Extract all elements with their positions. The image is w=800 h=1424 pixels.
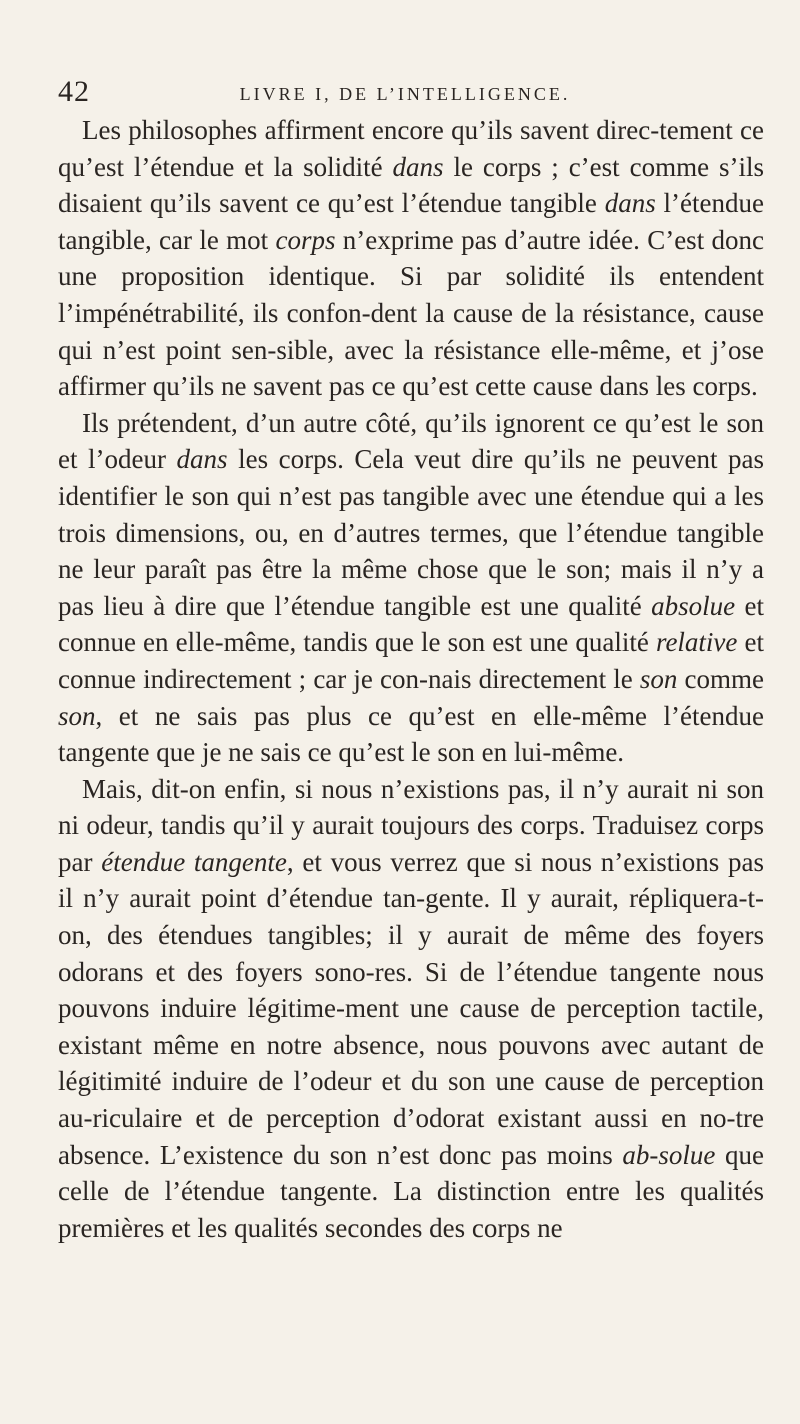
text-run: et connue en elle-même, tandis que le son est une qualité bbox=[58, 590, 764, 658]
paragraph bbox=[58, 405, 764, 771]
italic-text: son bbox=[58, 700, 96, 731]
text-run: l’étendue tangible, car le mot bbox=[58, 188, 765, 255]
italic-text: étendue tangente bbox=[101, 846, 287, 877]
text-run: comme bbox=[677, 663, 764, 694]
text-run: n’exprime pas d’autre idée. C’est donc une proposition identique. Si par solidité ils entendent l’impénétrabilité, ils confon-dent la cause de la résistance, cause qui n’est point sen-sible, avec la résistance elle-même, et j’ose affirmer qu’ils ne savent pas ce qu’est cette cause dans les corps. bbox=[58, 224, 765, 402]
text-run: , et vous verrez que si nous n’existions pas il n’y aurait point d’étendue tan-gente. Il y aurait, répliquera-t-on, des étendues tangibles; il y aurait de même des foyers odorans et des foyers sono-res. Si de l’étendue tangente nous pouvons induire légitime-ment une cause de perception tactile, existant même en notre absence, nous pouvons avec autant de légitimité induire de l’odeur et du son une cause de perception au-riculaire et de perception d’odorat existant aussi en no-tre absence. L’existence du son n’est donc pas moins bbox=[58, 846, 764, 1170]
page-header bbox=[58, 76, 752, 112]
italic-text: dans bbox=[176, 444, 228, 475]
text-run: , et ne sais pas plus ce qu’est en elle-même l’étendue tangente que je ne sais ce qu’est le son en lui-même. bbox=[58, 700, 764, 768]
italic-text: absolue bbox=[651, 590, 736, 621]
italic-text: dans bbox=[604, 188, 656, 219]
text-run: le corps ; c’est comme s’ils disaient qu’ils savent ce qu’est l’étendue tangible bbox=[58, 151, 764, 219]
text-run: Mais, dit-on enfin, si nous n’existions pas, il n’y aurait ni son ni odeur, tandis qu’il y aurait toujours des corps. Traduisez corps par bbox=[58, 773, 764, 877]
paragraph bbox=[58, 771, 764, 1247]
italic-text: relative bbox=[655, 627, 738, 658]
body-text bbox=[58, 112, 764, 1246]
running-title: LIVRE I, DE L’INTELLIGENCE. bbox=[239, 84, 571, 104]
text-run: et connue indirectement ; car je con-nais directement le bbox=[58, 627, 764, 694]
text-run: Ils prétendent, d’un autre côté, qu’ils ignorent ce qu’est le son et l’odeur bbox=[58, 407, 764, 475]
page-number: 42 bbox=[58, 75, 90, 108]
italic-text: ab-solue bbox=[622, 1139, 716, 1170]
text-run: les corps. Cela veut dire qu’ils ne peuvent pas identifier le son qui n’est pas tangible avec une étendue qui a les trois dimensions, ou, en d’autres termes, que l’étendue tangible ne leur paraît pas être la même chose que le son; mais il n’y a pas lieu à dire que l’étendue tangible est une qualité bbox=[58, 444, 764, 621]
italic-text: corps bbox=[275, 224, 336, 255]
text-run: que celle de l’étendue tangente. La distinction entre les qualités premières et les qualités secondes des corps ne bbox=[58, 1139, 764, 1243]
italic-text: son bbox=[639, 663, 678, 694]
italic-text: dans bbox=[392, 151, 444, 182]
text-run: Les philosophes affirment encore qu’ils savent direc-tement ce qu’est l’étendue et la solidité bbox=[58, 115, 764, 182]
paragraph bbox=[58, 112, 764, 405]
